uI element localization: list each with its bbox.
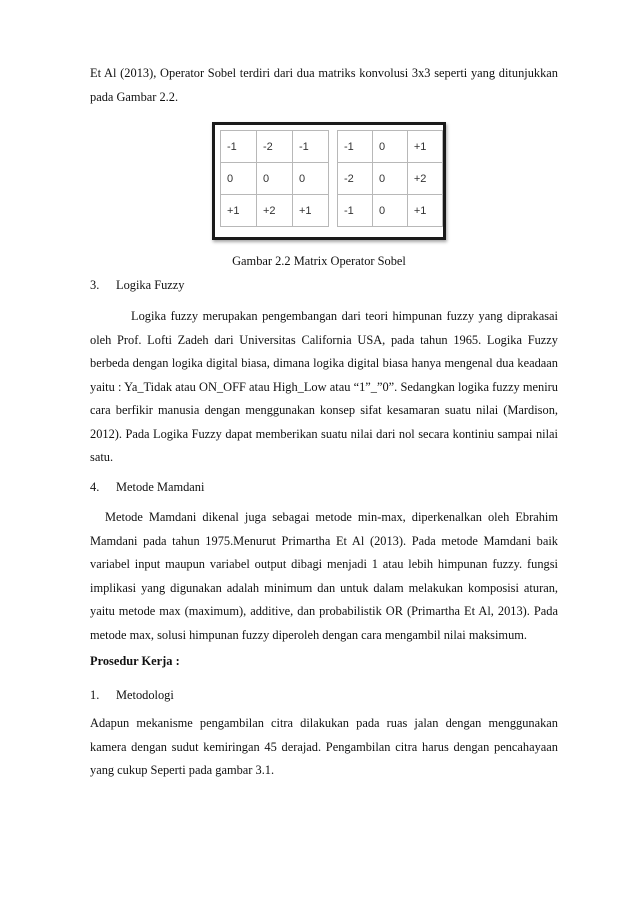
matrix-row — [338, 163, 443, 195]
matrix-cell: -2 — [338, 163, 373, 195]
prosedur-heading: Prosedur Kerja : — [90, 654, 180, 668]
matrix-cell: -1 — [221, 131, 257, 163]
item-title: Metodologi — [116, 688, 174, 702]
matrix-cell: 0 — [221, 163, 257, 195]
matrix-cell: +1 — [407, 195, 442, 227]
item-number: 1. — [90, 688, 100, 702]
matrix-cell: -1 — [338, 131, 373, 163]
intro-paragraph: Et Al (2013), Operator Sobel terdiri dari dua matriks konvolusi 3x3 seperti yang ditunjukkan pada Gambar 2.2. — [90, 66, 558, 104]
sobel-matrix-gy — [337, 130, 443, 227]
matrix-row — [221, 195, 329, 227]
matrix-cell: 0 — [373, 131, 408, 163]
section-3-heading — [90, 276, 184, 294]
section-4-paragraph: Metode Mamdani dikenal juga sebagai metode min-max, diperkenalkan oleh Ebrahim Mamdani pada tahun 1975.Menurut Primartha Et Al (2013). Pada metode Mamdani baik variabel input maupun variabel output dibagi menjadi 1 atau lebih himpunan fuzzy. fungsi implikasi yang digunakan adalah minimum dan untuk dalam melakukan komposisi aturan, yaitu metode max (maximum), additive, dan probabilistik OR (Primartha Et Al, 2013). Pada metode max, solusi himpunan fuzzy diperoleh dengan cara mengambil nilai maksimum. — [90, 510, 558, 642]
matrix-cell: +1 — [221, 195, 257, 227]
matrix-row — [221, 131, 329, 163]
matrix-cell: +1 — [293, 195, 329, 227]
sobel-matrix-gx — [220, 130, 329, 227]
matrix-cell: -2 — [257, 131, 293, 163]
matrix-cell: +2 — [407, 163, 442, 195]
matrix-row — [338, 195, 443, 227]
section-number: 3. — [90, 278, 100, 292]
matrix-cell: 0 — [257, 163, 293, 195]
matrix-cell: -1 — [293, 131, 329, 163]
section-title: Metode Mamdani — [116, 480, 205, 494]
matrix-cell: +2 — [257, 195, 293, 227]
section-3-paragraph: Logika fuzzy merupakan pengembangan dari teori himpunan fuzzy yang diprakasai oleh Prof. Lofti Zadeh dari Universitas California USA, pada tahun 1965. Logika Fuzzy berbeda dengan logika digital biasa, dimana logika digital biasa hanya mengenal dua keadaan yaitu : Ya_Tidak atau ON_OFF atau High_Low atau “1”_”0”. Sedangkan logika fuzzy meniru cara berfikir manusia dengan menggunakan konsep sifat kesamaran suatu nilai (Mardison, 2012). Pada Logika Fuzzy dapat memberikan suatu nilai dari nol secara kontiniu sampai nilai satu. — [90, 309, 558, 464]
matrix-cell: 0 — [373, 195, 408, 227]
matrix-cell: -1 — [338, 195, 373, 227]
figure-caption: Gambar 2.2 Matrix Operator Sobel — [232, 254, 406, 268]
matrix-cell: +1 — [407, 131, 442, 163]
sobel-figure — [212, 122, 446, 240]
matrix-cell: 0 — [373, 163, 408, 195]
section-number: 4. — [90, 480, 100, 494]
matrix-row — [221, 163, 329, 195]
section-title: Logika Fuzzy — [116, 278, 185, 292]
prosedur-item-heading — [90, 686, 174, 704]
prosedur-paragraph: Adapun mekanisme pengambilan citra dilakukan pada ruas jalan dengan menggunakan kamera dengan sudut kemiringan 45 derajad. Pengambilan citra harus dengan pencahayaan yang cukup Seperti pada gambar 3.1. — [90, 716, 558, 777]
matrix-row — [338, 131, 443, 163]
matrix-cell: 0 — [293, 163, 329, 195]
section-4-heading — [90, 478, 204, 496]
